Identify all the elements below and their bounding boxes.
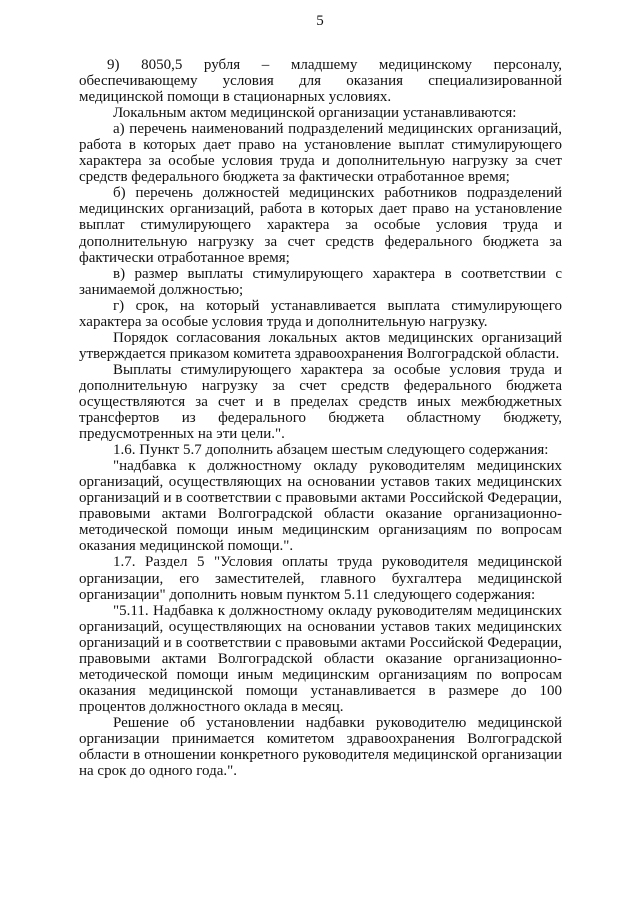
paragraph-local-act-intro: Локальным актом медицинской организации устанавливаются: bbox=[113, 105, 517, 122]
paragraph-item-9: 9) 8050,5 рубля – младшему медицинскому персоналу, обеспечивающему условия для оказания специализированной медицинской помощи в стационарных условиях. bbox=[79, 57, 562, 106]
paragraph-approval-order: Порядок согласования локальных актов медицинских организаций утверждается приказом комитета здравоохранения Волгоградской области. bbox=[79, 329, 562, 362]
paragraph-subitem-a: а) перечень наименований подразделений медицинских организаций, работа в которых дает право на установление выплат стимулирующего характера за особые условия труда и дополнительную нагрузку за счет средств федерального бюджета за фактически отработанное время; bbox=[79, 121, 562, 186]
paragraph-payments-funding: Выплаты стимулирующего характера за особые условия труда и дополнительную нагрузку за счет средств федерального бюджета осуществляются за счет и в пределах средств иных межбюджетных трансфертов из федерального бюджета областному бюджету, предусмотренных на эти цели.". bbox=[79, 361, 562, 443]
page-number: 5 bbox=[316, 13, 324, 29]
paragraph-item-1-6: 1.6. Пункт 5.7 дополнить абзацем шестым следующего содержания: bbox=[113, 442, 549, 459]
paragraph-decision: Решение об установлении надбавки руководителю медицинской организации принимается комитетом здравоохранения Волгоградской области в отношении конкретного руководителя медицинской организации на срок до одного года.". bbox=[79, 714, 562, 780]
document-body bbox=[79, 57, 562, 779]
paragraph-item-1-7: 1.7. Раздел 5 "Условия оплаты труда руководителя медицинской организации, его заместителей, главного бухгалтера медицинской организации" дополнить новым пунктом 5.11 следующего содержания: bbox=[79, 554, 562, 603]
paragraph-item-5-11: "5.11. Надбавка к должностному окладу руководителям медицинских организаций, осуществляющих на основании уставов таких медицинских организаций и в соответствии с правовыми актами Российской Федерации, правовыми актами Волгоградской области оказание организационно-методической помощи иным медицинским организациям по вопросам оказания медицинской помощи устанавливается в размере до 100 процентов должностного оклада в месяц. bbox=[79, 602, 562, 715]
paragraph-subitem-b: б) перечень должностей медицинских работников подразделений медицинских организаций, работа в которых дает право на установление выплат стимулирующего характера за особые условия труда и дополнительную нагрузку за счет средств федерального бюджета за фактически отработанное время; bbox=[79, 185, 562, 266]
paragraph-bonus-quote: "надбавка к должностному окладу руководителям медицинских организаций, осуществляющих на основании уставов таких медицинских организаций и в соответствии с правовыми актами Российской Федерации, правовыми актами Волгоградской области оказание организационно-методической помощи иным медицинским организациям по вопросам оказания медицинской помощи.". bbox=[79, 458, 562, 555]
paragraph-subitem-v: в) размер выплаты стимулирующего характера в соответствии с занимаемой должностью; bbox=[79, 265, 562, 298]
paragraph-subitem-g: г) срок, на который устанавливается выплата стимулирующего характера за особые условия труда и дополнительную нагрузку. bbox=[79, 297, 562, 330]
